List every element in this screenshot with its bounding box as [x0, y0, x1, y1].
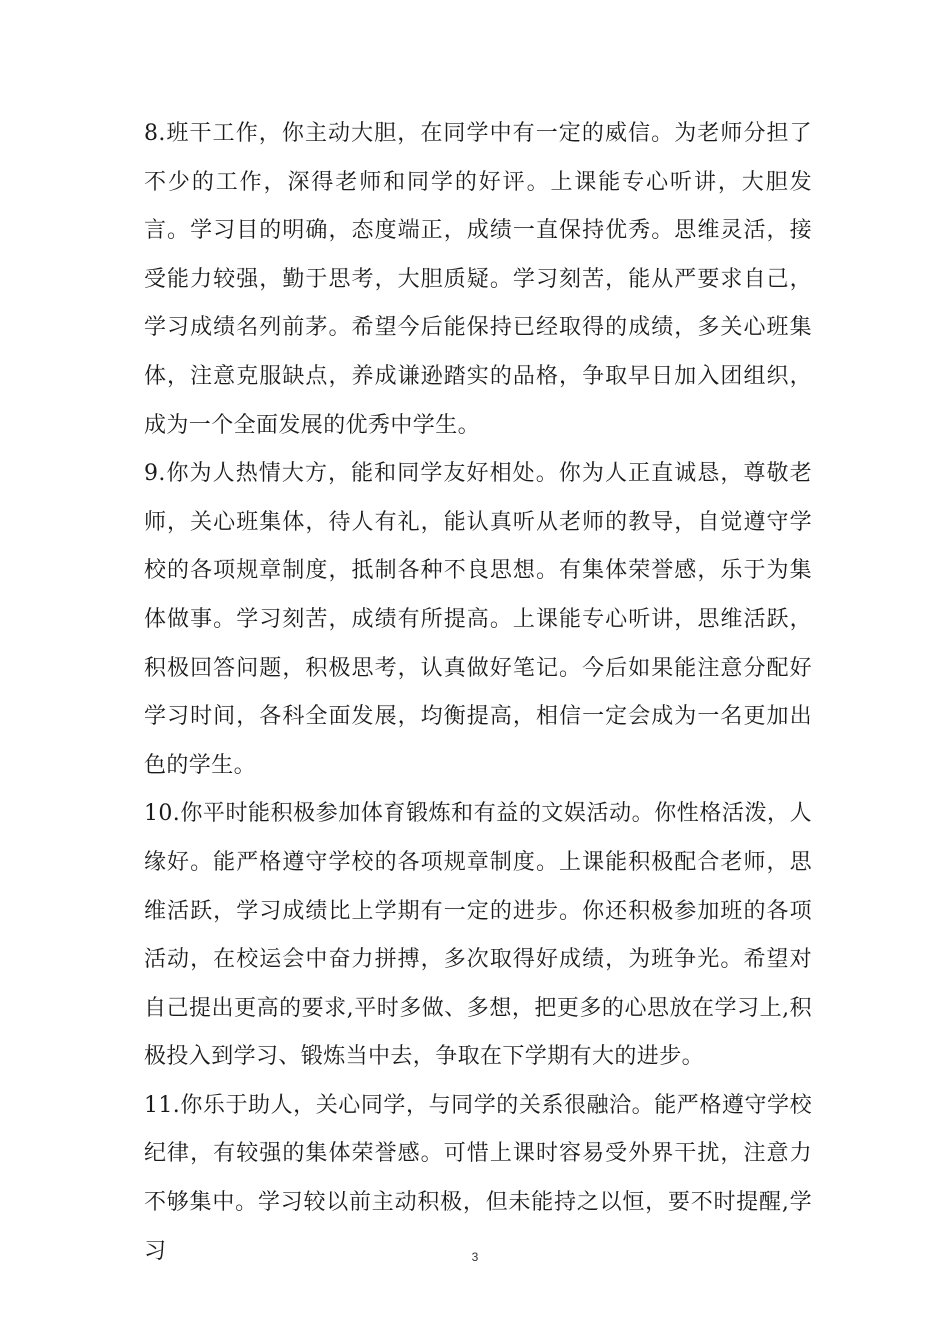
paragraph-text: 你为人热情大方，能和同学友好相处。你为人正直诚恳，尊敬老师，关心班集体，待人有礼，能认真听从老师的教导，自觉遵守学校的各项规章制度，抵制各种不良思想。有集体荣誉感，乐于为集体做事。学习刻苦，成绩有所提高。上课能专心听讲，思维活跃，积极回答问题，积极思考，认真做好笔记。今后如果能注意分配好学习时间，各科全面发展，均衡提高，相信一定会成为一名更加出色的学生。	[144, 461, 812, 778]
paragraph-11	[144, 1082, 812, 1276]
paragraph-text: 班干工作，你主动大胆，在同学中有一定的威信。为老师分担了不少的工作，深得老师和同学的好评。上课能专心听讲，大胆发言。学习目的明确，态度端正，成绩一直保持优秀。思维灵活，接受能力较强，勤于思考，大胆质疑。学习刻苦，能从严要求自己，学习成绩名列前茅。希望今后能保持已经取得的成绩，多关心班集体，注意克服缺点，养成谦逊踏实的品格，争取早日加入团组织，成为一个全面发展的优秀中学生。	[144, 121, 812, 438]
page-number: 3	[471, 1250, 479, 1264]
paragraph-number: 9.	[144, 461, 166, 487]
paragraph-number: 10.	[144, 801, 181, 827]
paragraph-9	[144, 450, 812, 790]
document-body	[144, 110, 812, 1276]
paragraph-8	[144, 110, 812, 450]
paragraph-text: 你乐于助人，关心同学，与同学的关系很融洽。能严格遵守学校纪律，有较强的集体荣誉感。可惜上课时容易受外界干扰，注意力不够集中。学习较以前主动积极，但未能持之以恒，要不时提醒,学习	[144, 1092, 812, 1264]
paragraph-number: 8.	[144, 121, 166, 146]
paragraph-text: 你平时能积极参加体育锻炼和有益的文娱活动。你性格活泼，人缘好。能严格遵守学校的各项规章制度。上课能积极配合老师，思维活跃，学习成绩比上学期有一定的进步。你还积极参加班的各项活动，在校运会中奋力拼搏，多次取得好成绩，为班争光。希望对自己提出更高的要求,平时多做、多想，把更多的心思放在学习上,积极投入到学习、锻炼当中去，争取在下学期有大的进步。	[144, 801, 812, 1070]
paragraph-number: 11.	[144, 1092, 181, 1118]
paragraph-10	[144, 790, 812, 1082]
